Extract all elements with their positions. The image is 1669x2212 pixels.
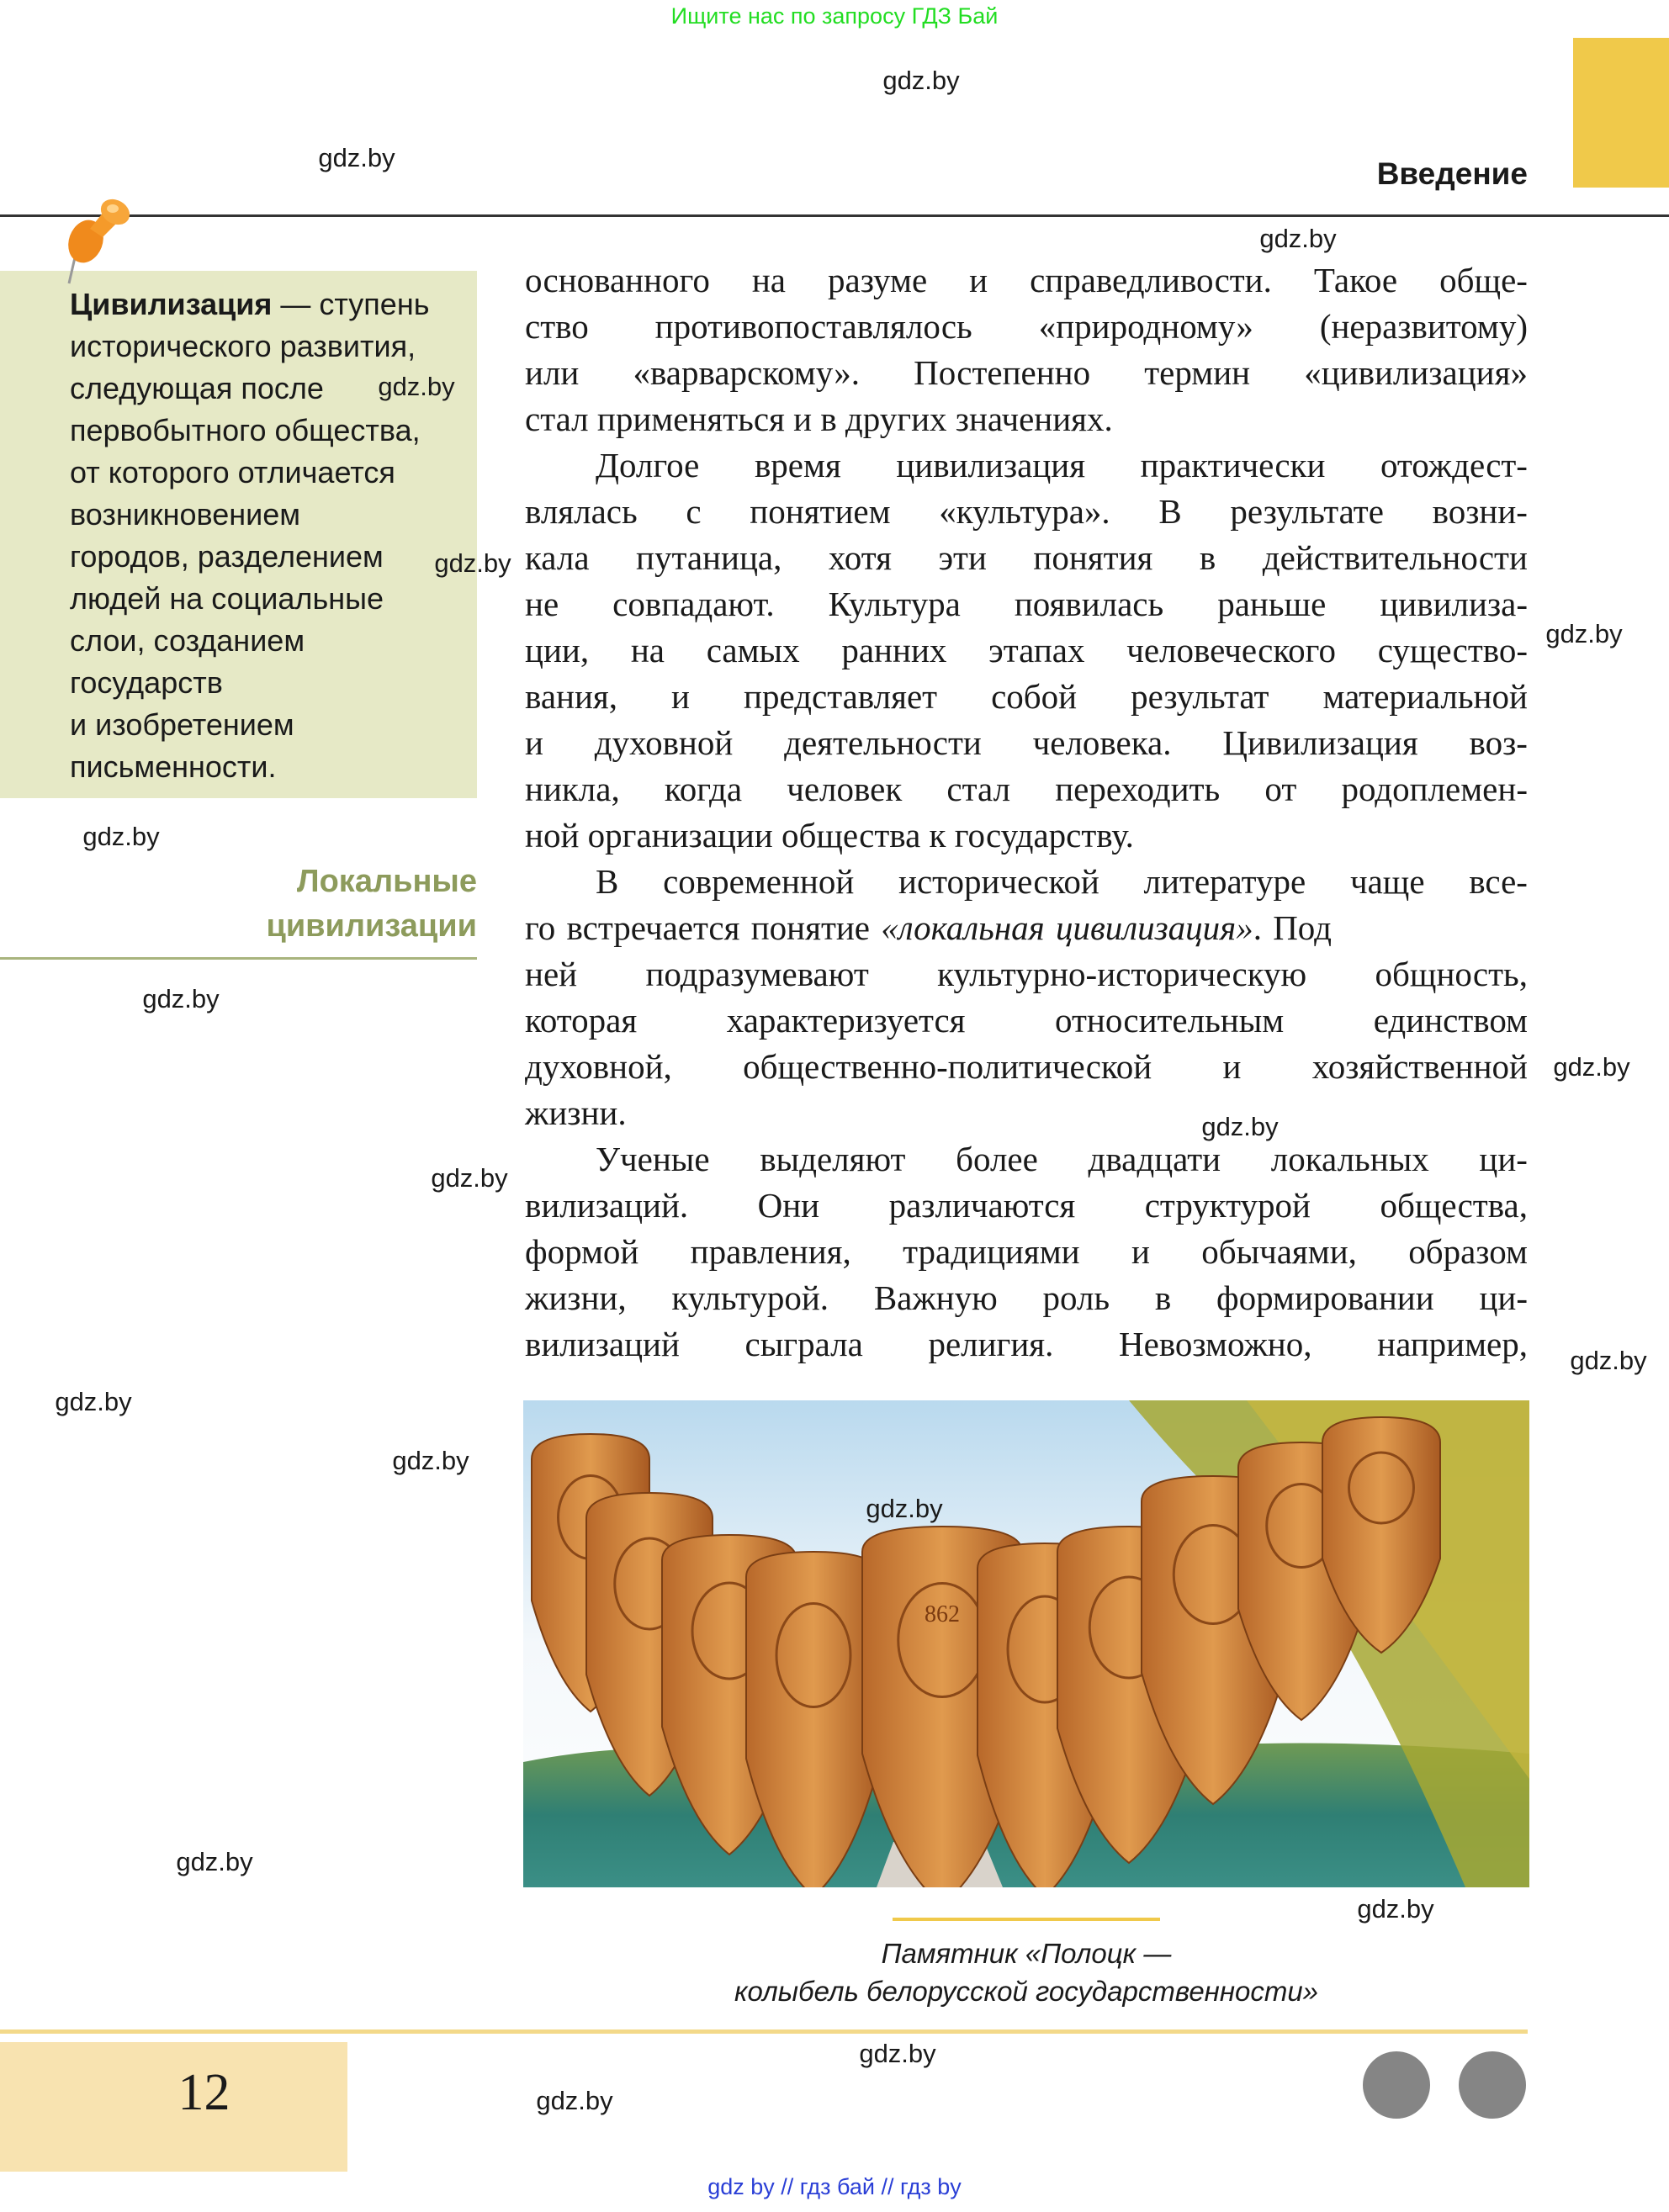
text-line: формой правления, традициями и обычаями, образом bbox=[525, 1232, 1528, 1271]
watermark: gdz.by bbox=[1545, 619, 1623, 648]
page-number: 12 bbox=[177, 2064, 230, 2121]
text-line: никла, когда человек стал переходить от родоплемен- bbox=[525, 770, 1528, 808]
watermark: gdz.by bbox=[859, 2039, 936, 2068]
definition-line: государств bbox=[70, 665, 223, 700]
nav-dot bbox=[1459, 2051, 1526, 2119]
watermark: gdz.by bbox=[431, 1163, 508, 1193]
watermark: gdz.by bbox=[1570, 1346, 1647, 1375]
pushpin-icon bbox=[61, 195, 145, 288]
text-line: ной организации общества к государству. bbox=[525, 816, 1134, 855]
medallion-year: 862 bbox=[925, 1601, 960, 1627]
section-title: Введение bbox=[1376, 156, 1528, 191]
watermark: gdz.by bbox=[1201, 1112, 1279, 1141]
text-line: жизни, культурой. Важную роль в формировании ци- bbox=[525, 1278, 1528, 1317]
watermark: gdz.by bbox=[1259, 224, 1337, 253]
definition-line: и изобретением bbox=[70, 707, 294, 742]
definition-line: от которого отличается bbox=[70, 455, 395, 489]
footer-links[interactable]: gdz by // гдз бай // гдз by bbox=[707, 2174, 962, 2199]
definition-line: исторического развития, bbox=[70, 329, 416, 363]
caption-rule bbox=[893, 1918, 1160, 1921]
text-line: вилизаций. Они различаются структурой общества, bbox=[525, 1186, 1528, 1225]
text-line: кала путаница, хотя эти понятия в действительности bbox=[525, 538, 1528, 577]
watermark: gdz.by bbox=[142, 984, 220, 1013]
definition-term: Цивилизация bbox=[70, 287, 273, 321]
subheading-line: Локальные bbox=[296, 864, 477, 899]
text-fragment: го встречается понятие bbox=[525, 908, 882, 947]
subheading-local-civilizations bbox=[266, 860, 477, 949]
monument-photo bbox=[523, 1400, 1529, 1887]
subheading-line: цивилизации bbox=[266, 908, 477, 944]
text-line bbox=[525, 905, 1528, 951]
text-line: вания, и представляет собой результат материальной bbox=[525, 677, 1528, 716]
text-line: которая характеризуется относительным единством bbox=[525, 1001, 1528, 1040]
nav-dot bbox=[1363, 2051, 1430, 2119]
text-line: Ученые выделяют более двадцати локальных ци- bbox=[596, 1140, 1528, 1178]
text-line: Долгое время цивилизация практически отождест- bbox=[596, 446, 1528, 484]
text-line: В современной исторической литературе чаще все- bbox=[596, 862, 1528, 901]
watermark: gdz.by bbox=[1357, 1894, 1434, 1924]
text-line: жизни. bbox=[525, 1093, 627, 1132]
caption-line: колыбель белорусской государственности» bbox=[734, 1976, 1319, 2007]
watermark: gdz.by bbox=[1553, 1052, 1630, 1082]
definition-line: — ступень bbox=[272, 287, 430, 321]
text-line: ство противопоставлялось «природному» (неразвитому) bbox=[525, 307, 1528, 346]
text-line: ней подразумевают культурно-историческую общность, bbox=[525, 955, 1528, 993]
chapter-tab-marker bbox=[1573, 38, 1669, 188]
text-line: и духовной деятельности человека. Цивилизация воз- bbox=[525, 723, 1528, 762]
definition-text bbox=[70, 283, 429, 788]
definition-line: слои, созданием bbox=[70, 623, 305, 658]
watermark: gdz.by bbox=[176, 1847, 253, 1876]
definition-line: людей на социальные bbox=[70, 581, 384, 616]
watermark: gdz.by bbox=[82, 822, 160, 851]
watermark: gdz.by bbox=[378, 372, 455, 401]
definition-line: письменности. bbox=[70, 749, 277, 784]
italic-term: «локальная цивилизация» bbox=[881, 908, 1253, 947]
subheading-divider bbox=[0, 957, 477, 960]
header-divider bbox=[0, 214, 1669, 217]
definition-line: городов, разделением bbox=[70, 539, 384, 574]
text-line: стал применяться и в других значениях. bbox=[525, 400, 1113, 438]
text-line: не совпадают. Культура появилась раньше цивилиза- bbox=[525, 585, 1528, 623]
watermark: gdz.by bbox=[866, 1494, 943, 1523]
definition-line: первобытного общества, bbox=[70, 413, 421, 447]
text-fragment: . Под bbox=[1253, 908, 1332, 947]
text-line: ции, на самых ранних этапах человеческого существо- bbox=[525, 631, 1528, 669]
footer-rule bbox=[0, 2029, 1528, 2034]
watermark: gdz.by bbox=[55, 1387, 132, 1416]
text-line: основанного на разуме и справедливости. Такое обще- bbox=[525, 261, 1528, 299]
text-line: духовной, общественно-политической и хозяйственной bbox=[525, 1047, 1528, 1086]
text-line: вилизаций сыграла религия. Невозможно, например, bbox=[525, 1325, 1528, 1363]
definition-line: возникновением bbox=[70, 497, 300, 532]
text-line: влялась с понятием «культура». В результате возни- bbox=[525, 492, 1528, 531]
definition-line: следующая после bbox=[70, 371, 324, 405]
caption-line: Памятник «Полоцк — bbox=[881, 1938, 1172, 1969]
watermark: gdz.by bbox=[882, 66, 960, 95]
watermark: gdz.by bbox=[392, 1446, 469, 1475]
text-line: или «варварскому». Постепенно термин «цивилизация» bbox=[525, 353, 1528, 392]
search-promo-text: Ищите нас по запросу ГДЗ Бай bbox=[670, 3, 999, 29]
watermark: gdz.by bbox=[434, 548, 511, 578]
watermark: gdz.by bbox=[536, 2086, 613, 2115]
body-text bbox=[525, 257, 1528, 1368]
figure-caption bbox=[522, 1934, 1531, 2010]
watermark: gdz.by bbox=[318, 143, 395, 172]
